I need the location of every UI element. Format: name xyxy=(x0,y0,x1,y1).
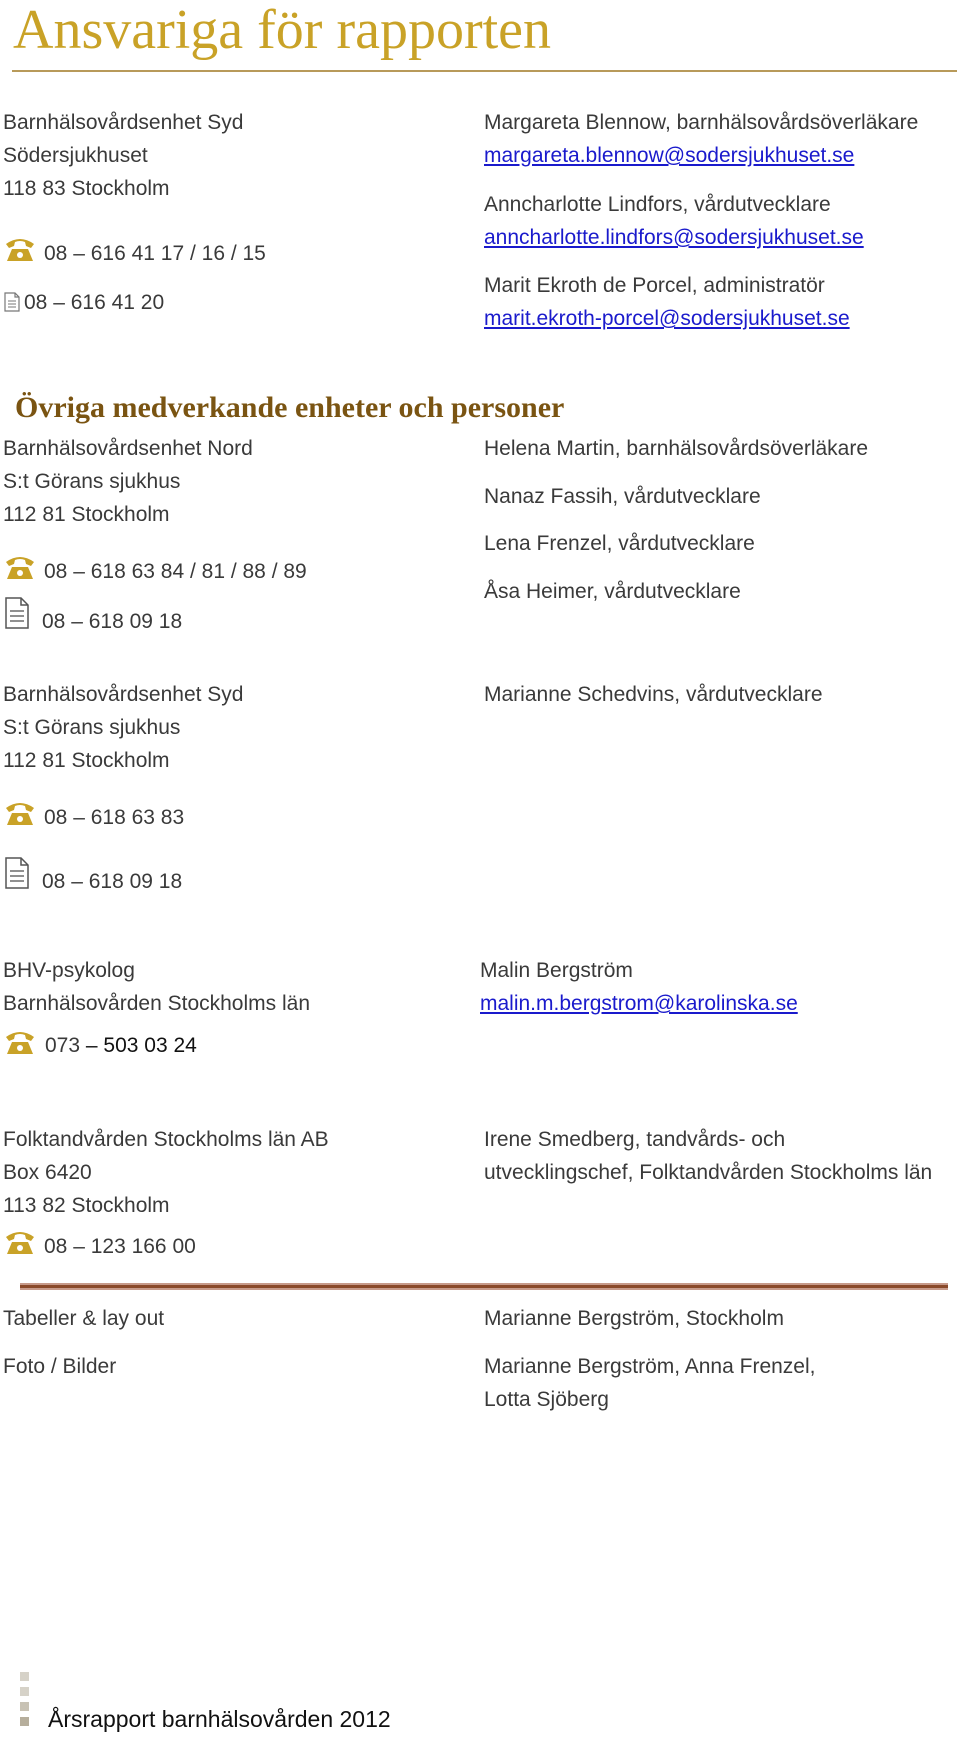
footer-square xyxy=(20,1717,29,1726)
phone-number xyxy=(45,1035,197,1056)
phone-number: 08 – 123 166 00 xyxy=(44,1235,196,1258)
footer-square xyxy=(20,1672,29,1681)
section-heading: Övriga medverkande enheter och personer xyxy=(15,391,565,424)
telephone-icon xyxy=(4,1028,36,1056)
org-line: 112 81 Stockholm xyxy=(3,503,170,526)
telephone-icon xyxy=(4,1228,36,1256)
person-name: Nanaz Fassih, vårdutvecklare xyxy=(484,485,761,508)
credit-label: Foto / Bilder xyxy=(3,1355,117,1378)
phone-prefix: 073 xyxy=(45,1034,81,1057)
email-link[interactable]: margareta.blennow@sodersjukhuset.se xyxy=(484,144,855,167)
phone-number: 08 – 618 63 83 xyxy=(44,806,185,829)
fax-number: 08 – 618 09 18 xyxy=(42,870,183,893)
person-name: Anncharlotte Lindfors, vårdutvecklare xyxy=(484,193,831,216)
org-line: Södersjukhuset xyxy=(3,144,148,167)
telephone-icon xyxy=(4,235,36,263)
org-line: 118 83 Stockholm xyxy=(3,177,170,200)
credit-value: Marianne Bergström, Stockholm xyxy=(484,1307,784,1330)
org-line: Barnhälsovården Stockholms län xyxy=(3,992,311,1015)
email-link[interactable]: marit.ekroth-porcel@sodersjukhuset.se xyxy=(484,307,850,330)
credit-value: Marianne Bergström, Anna Frenzel, xyxy=(484,1355,816,1378)
section-divider xyxy=(20,1283,948,1290)
fax-number: 08 – 616 41 20 xyxy=(24,291,165,314)
footer-title: Årsrapport barnhälsovården 2012 xyxy=(48,1706,391,1732)
fax-number: 08 – 618 09 18 xyxy=(42,610,183,633)
person-name: Lena Frenzel, vårdutvecklare xyxy=(484,532,755,555)
person-name: Marit Ekroth de Porcel, administratör xyxy=(484,274,825,297)
person-name: Marianne Schedvins, vårdutvecklare xyxy=(484,683,823,706)
org-line: Barnhälsovårdsenhet Syd xyxy=(3,111,244,134)
telephone-icon xyxy=(4,799,36,827)
org-line: Barnhälsovårdsenhet Syd xyxy=(3,683,244,706)
footer-square xyxy=(20,1687,29,1696)
footer-square xyxy=(20,1702,29,1711)
person-name: Malin Bergström xyxy=(480,959,633,982)
person-name: Irene Smedberg, tandvårds- och xyxy=(484,1128,786,1151)
org-line: S:t Görans sjukhus xyxy=(3,470,181,493)
document-icon xyxy=(5,597,29,629)
person-name: Helena Martin, barnhälsovårdsöverläkare xyxy=(484,437,869,460)
document-icon xyxy=(5,857,29,889)
org-line: 112 81 Stockholm xyxy=(3,749,170,772)
org-line: 113 82 Stockholm xyxy=(3,1194,170,1217)
email-link[interactable]: anncharlotte.lindfors@sodersjukhuset.se xyxy=(484,226,864,249)
phone-number: 08 – 616 41 17 / 16 / 15 xyxy=(44,242,266,265)
phone-suffix: – 503 03 24 xyxy=(80,1034,197,1057)
org-line: Box 6420 xyxy=(3,1161,92,1184)
telephone-icon xyxy=(4,553,36,581)
title-rule xyxy=(12,70,957,72)
person-name: utvecklingschef, Folktandvården Stockholms län xyxy=(484,1161,933,1184)
person-name: Åsa Heimer, vårdutvecklare xyxy=(484,580,741,603)
org-line: BHV-psykolog xyxy=(3,959,135,982)
person-name: Margareta Blennow, barnhälsovårdsöverläkare xyxy=(484,111,919,134)
phone-number: 08 – 618 63 84 / 81 / 88 / 89 xyxy=(44,560,307,583)
credit-value: Lotta Sjöberg xyxy=(484,1388,609,1411)
email-link[interactable]: malin.m.bergstrom@karolinska.se xyxy=(480,992,798,1015)
org-line: S:t Görans sjukhus xyxy=(3,716,181,739)
document-icon xyxy=(4,292,20,312)
org-line: Folktandvården Stockholms län AB xyxy=(3,1128,329,1151)
page-title: Ansvariga för rapporten xyxy=(13,0,552,61)
credit-label: Tabeller & lay out xyxy=(3,1307,165,1330)
org-line: Barnhälsovårdsenhet Nord xyxy=(3,437,253,460)
